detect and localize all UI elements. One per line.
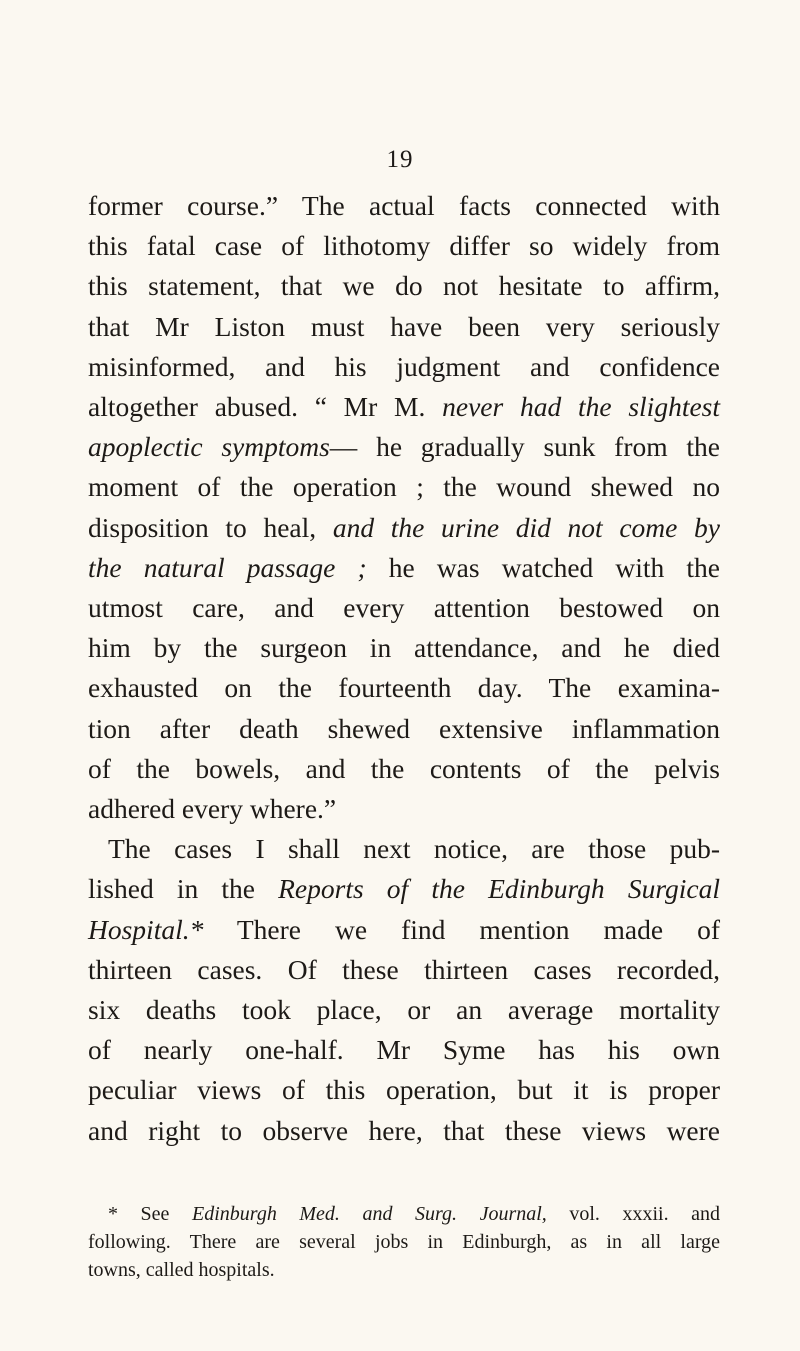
italic-run: never had the slightest <box>442 391 721 423</box>
text-line: tion after death shewed extensive inflammation <box>88 712 720 744</box>
italic-run: Edinburgh Med. and Surg. Journal, <box>192 1203 547 1225</box>
text-line: misinformed, and his judgment and confidence <box>88 350 720 382</box>
text-line: of nearly one-half. Mr Syme has his own <box>88 1034 720 1066</box>
body-text <box>88 186 720 1151</box>
italic-run: Hospital.* <box>88 913 204 945</box>
italic-run: and the urine did not come by <box>332 511 720 543</box>
text-line: utmost care, and every attention bestowed on <box>88 592 720 624</box>
italic-run: Reports of the Edinburgh Surgical <box>278 873 720 905</box>
text-run: lished in the <box>88 873 255 905</box>
text-line <box>88 508 720 548</box>
italic-run: apoplectic symptoms <box>88 431 330 463</box>
footnote <box>88 1200 720 1284</box>
text-line <box>88 910 720 950</box>
italic-run: the natural passage ; <box>88 551 367 583</box>
text-line: of the bowels, and the contents of the pelvis <box>88 752 720 784</box>
text-line <box>88 427 720 467</box>
footnote-line: towns, called hospitals. <box>88 1259 275 1281</box>
text-run: — he gradually sunk from the <box>329 431 720 463</box>
footnote-line: following. There are several jobs in Edinburgh, as in all large <box>88 1231 720 1253</box>
text-line: thirteen cases. Of these thirteen cases recorded, <box>88 953 720 985</box>
text-line: adhered every where.” <box>88 793 337 825</box>
text-line: and right to observe here, that these views were <box>88 1114 720 1146</box>
text-line: that Mr Liston must have been very seriously <box>88 310 720 342</box>
text-line: peculiar views of this operation, but it is proper <box>88 1074 720 1106</box>
text-run: disposition to heal, <box>88 511 317 543</box>
text-line: The cases I shall next notice, are those pub- <box>108 833 720 865</box>
text-line: this statement, that we do not hesitate to affirm, <box>88 270 720 302</box>
text-line <box>88 548 720 588</box>
text-run: altogether abused. “ Mr M. <box>88 391 426 423</box>
text-run: vol. xxxii. and <box>569 1203 721 1225</box>
text-line: six deaths took place, or an average mortality <box>88 994 720 1026</box>
text-line <box>88 387 720 427</box>
page-number: 19 <box>386 146 414 173</box>
text-run: There we find mention made of <box>236 913 720 945</box>
text-line <box>88 869 720 909</box>
text-line: exhausted on the fourteenth day. The examina- <box>88 672 720 704</box>
text-run: he was watched with the <box>388 551 720 583</box>
text-line: moment of the operation ; the wound shewed no <box>88 471 720 503</box>
footnote-marker: * See <box>108 1203 170 1225</box>
footnote-line <box>88 1200 720 1228</box>
text-line: this fatal case of lithotomy differ so widely from <box>88 230 720 262</box>
text-line: him by the surgeon in attendance, and he died <box>88 632 720 664</box>
text-line: former course.” The actual facts connected with <box>88 190 720 221</box>
